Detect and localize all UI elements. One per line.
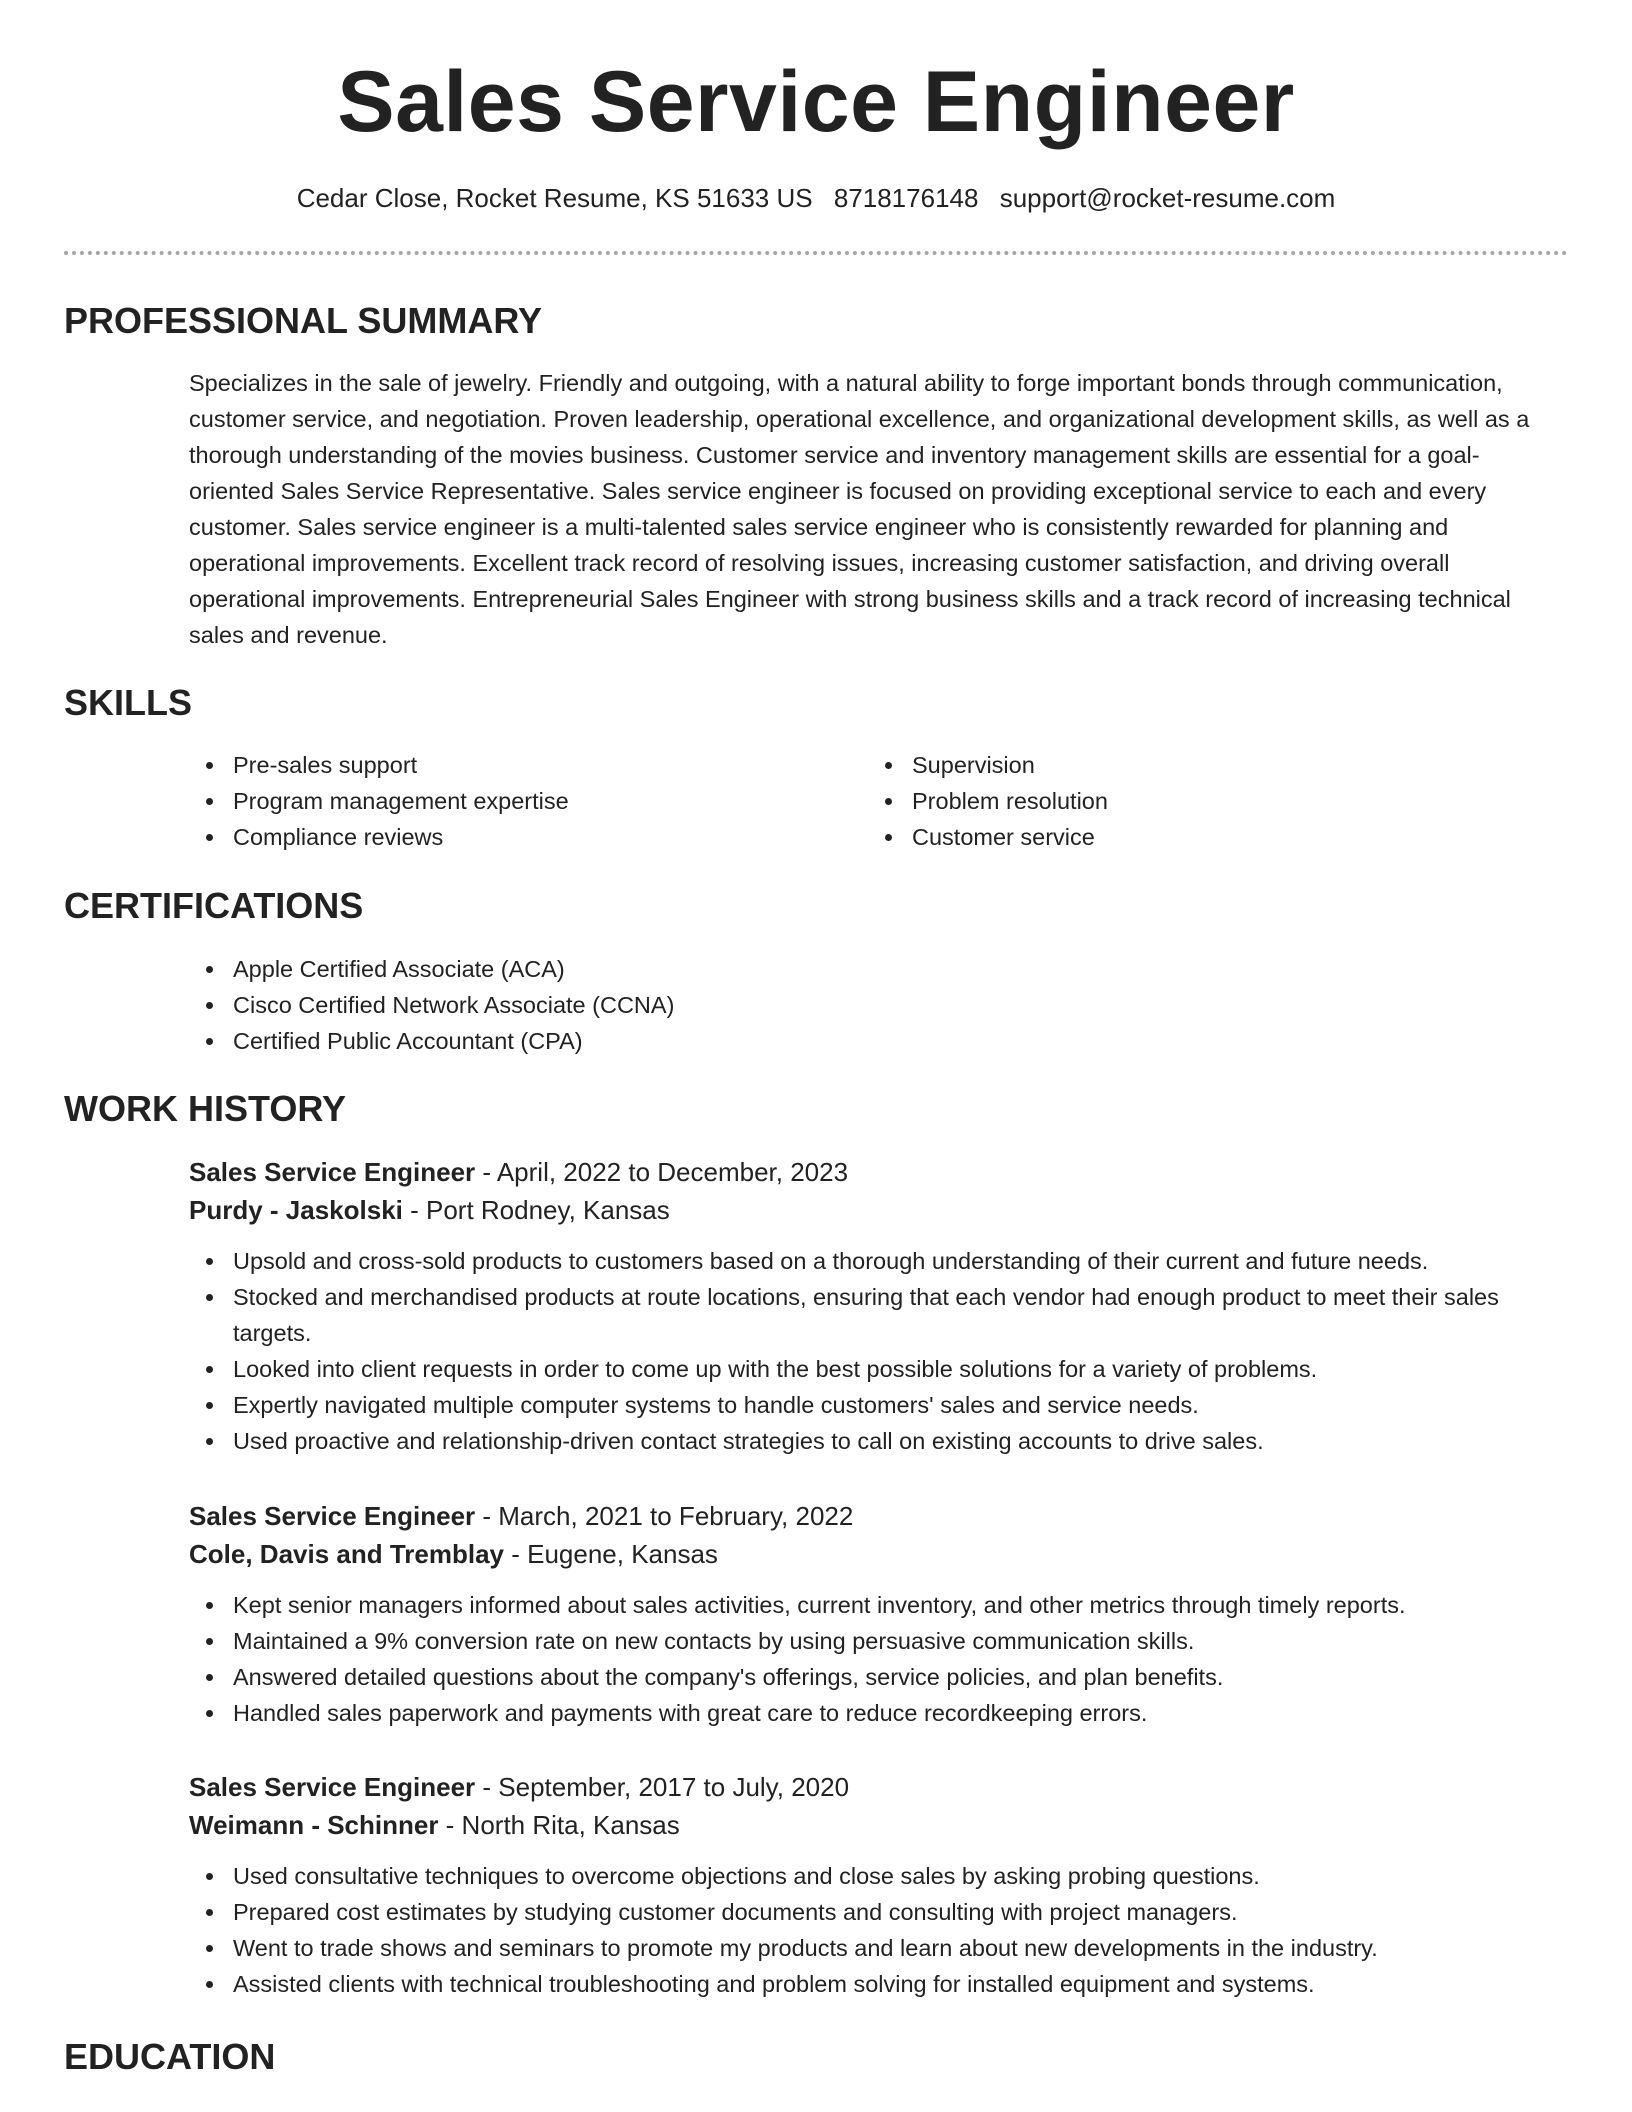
skill-item: Customer service (868, 819, 1468, 855)
job-entry (189, 1768, 1549, 2002)
job-entry (189, 1497, 1549, 1731)
job-bullet: Went to trade shows and seminars to promote my products and learn about new developments in the industry. (189, 1930, 1549, 1966)
certifications-heading: CERTIFICATIONS (64, 885, 364, 926)
skill-item: Supervision (868, 747, 1468, 783)
job-bullet: Assisted clients with technical troubleshooting and problem solving for installed equipment and systems. (189, 1966, 1549, 2002)
job-bullet: Maintained a 9% conversion rate on new contacts by using persuasive communication skills. (189, 1623, 1549, 1659)
job-bullet: Handled sales paperwork and payments with great care to reduce recordkeeping errors. (189, 1695, 1549, 1731)
job-company-line (189, 1806, 1549, 1844)
certification-item: Apple Certified Associate (ACA) (189, 951, 1549, 987)
summary-heading: PROFESSIONAL SUMMARY (64, 300, 543, 341)
job-company-line (189, 1535, 1549, 1573)
skill-item: Compliance reviews (189, 819, 789, 855)
job-location: - Eugene, Kansas (504, 1539, 718, 1569)
job-title-line (189, 1153, 1549, 1191)
job-company: Purdy - Jaskolski (189, 1195, 403, 1225)
certification-item: Cisco Certified Network Associate (CCNA) (189, 987, 1549, 1023)
certifications-block (189, 951, 1549, 1059)
job-bullet: Prepared cost estimates by studying customer documents and consulting with project managers. (189, 1894, 1549, 1930)
contact-address: Cedar Close, Rocket Resume, KS 51633 US (296, 183, 813, 213)
skills-heading: SKILLS (64, 682, 193, 723)
job-bullet: Answered detailed questions about the company's offerings, service policies, and plan benefits. (189, 1659, 1549, 1695)
education-heading: EDUCATION (64, 2036, 276, 2077)
job-bullet: Stocked and merchandised products at route locations, ensuring that each vendor had enough product to meet their sales targets. (189, 1279, 1549, 1351)
job-title-line (189, 1768, 1549, 1806)
job-dates: - March, 2021 to February, 2022 (475, 1501, 854, 1531)
job-bullet: Expertly navigated multiple computer systems to handle customers' sales and service needs. (189, 1387, 1549, 1423)
contact-phone: 8718176148 (833, 183, 979, 213)
job-company-line (189, 1191, 1549, 1229)
skill-item: Problem resolution (868, 783, 1468, 819)
job-bullet: Upsold and cross-sold products to customers based on a thorough understanding of their current and future needs. (189, 1243, 1549, 1279)
job-role: Sales Service Engineer (189, 1501, 476, 1531)
job-company: Weimann - Schinner (189, 1810, 439, 1840)
job-entry (189, 1153, 1549, 1459)
header-divider (64, 251, 1568, 255)
job-bullet: Looked into client requests in order to come up with the best possible solutions for a variety of problems. (189, 1351, 1549, 1387)
skill-item: Program management expertise (189, 783, 789, 819)
skills-left-column (189, 747, 789, 855)
job-location: - North Rita, Kansas (438, 1810, 680, 1840)
job-dates: - September, 2017 to July, 2020 (475, 1772, 850, 1802)
job-bullet: Kept senior managers informed about sales activities, current inventory, and other metrics through timely reports. (189, 1587, 1549, 1623)
contact-email: support@rocket-resume.com (999, 183, 1336, 213)
work-history-heading: WORK HISTORY (64, 1088, 347, 1129)
summary-block (189, 365, 1549, 653)
job-title-line (189, 1497, 1549, 1535)
resume-name: Sales Service Engineer (337, 54, 1295, 150)
certification-item: Certified Public Accountant (CPA) (189, 1023, 1549, 1059)
job-location: - Port Rodney, Kansas (402, 1195, 670, 1225)
job-role: Sales Service Engineer (189, 1157, 476, 1187)
skill-item: Pre-sales support (189, 747, 789, 783)
job-role: Sales Service Engineer (189, 1772, 476, 1802)
summary-text: Specializes in the sale of jewelry. Friendly and outgoing, with a natural ability to forge important bonds through communication, customer service, and negotiation. Proven leadership, operational excellence, and organizational development skills, as well as a thorough understanding of the movies business. Customer service and inventory management skills are essential for a goal-oriented Sales Service Representative. Sales service engineer is focused on providing exceptional service to each and every customer. Sales service engineer is a multi-talented sales service engineer who is consistently rewarded for planning and operational improvements. Excellent track record of resolving issues, increasing customer satisfaction, and driving overall operational improvements. Entrepreneurial Sales Engineer with strong business skills and a track record of increasing technical sales and revenue. (189, 370, 1530, 648)
skills-right-column (868, 747, 1468, 855)
contact-line (0, 180, 1632, 216)
job-company: Cole, Davis and Tremblay (189, 1539, 505, 1569)
job-bullet: Used proactive and relationship-driven contact strategies to call on existing accounts to drive sales. (189, 1423, 1549, 1459)
job-bullet: Used consultative techniques to overcome objections and close sales by asking probing questions. (189, 1858, 1549, 1894)
job-dates: - April, 2022 to December, 2023 (475, 1157, 849, 1187)
